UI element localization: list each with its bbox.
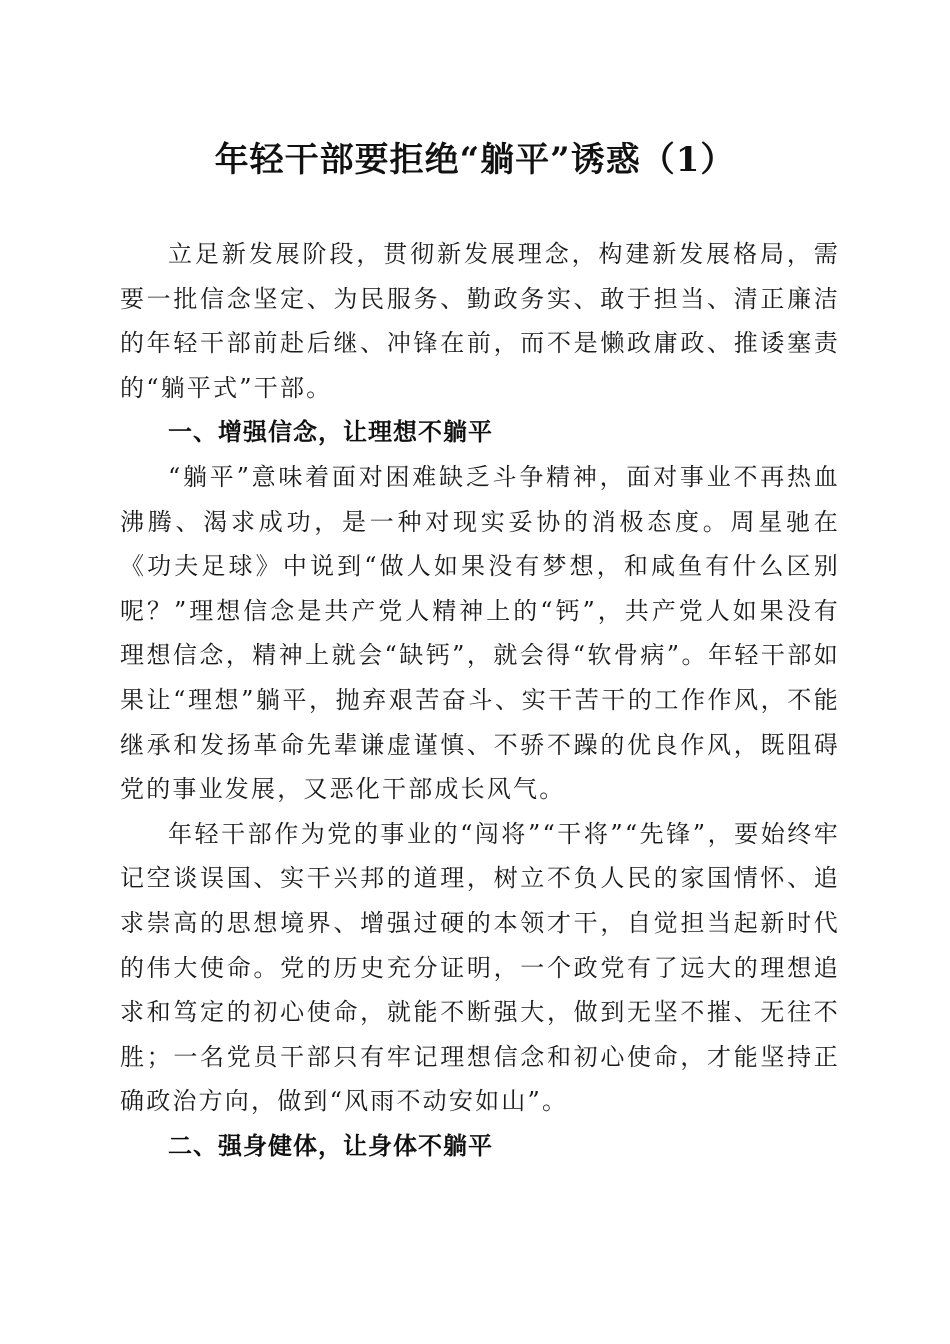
section-heading-1: 一、增强信念，让理想不躺平 <box>168 418 493 447</box>
document-title: 年轻干部要拒绝“躺平”诱惑（1） <box>214 140 736 180</box>
section-1-paragraph-1: “躺平”意味着面对困难缺乏斗争精神，面对事业不再热血沸腾、渴求成功，是一种对现实妥协的消极态度。周星驰在《功夫足球》中说到“做人如果没有梦想，和咸鱼有什么区别呢？”理想信念是共产党人精神上的“钙”，共产党人如果没有理想信念，精神上就会“缺钙”，就会得“软骨病”。年轻干部如果让“理想”躺平，抛弃艰苦奋斗、实干苦干的工作作风，不能继承和发扬革命先辈谦虚谨慎、不骄不躁的优良作风，既阻碍党的事业发展，又恶化干部成长风气。 <box>120 462 840 804</box>
document-body <box>120 232 840 1168</box>
section-heading-2: 二、强身健体，让身体不躺平 <box>168 1131 493 1160</box>
section-1-paragraph-2: 年轻干部作为党的事业的“闯将”“干将”“先锋”，要始终牢记空谈误国、实干兴邦的道理，树立不负人民的家国情怀、追求崇高的思想境界、增强过硬的本领才干，自觉担当起新时代的伟大使命。党的历史充分证明，一个政党有了远大的理想追求和笃定的初心使命，就能不断强大，做到无坚不摧、无往不胜；一名党员干部只有牢记理想信念和初心使命，才能坚持正确政治方向，做到“风雨不动安如山”。 <box>120 819 840 1116</box>
intro-paragraph: 立足新发展阶段，贯彻新发展理念，构建新发展格局，需要一批信念坚定、为民服务、勤政务实、敢于担当、清正廉洁的年轻干部前赴后继、冲锋在前，而不是懒政庸政、推诿塞责的“躺平式”干部。 <box>120 240 840 402</box>
